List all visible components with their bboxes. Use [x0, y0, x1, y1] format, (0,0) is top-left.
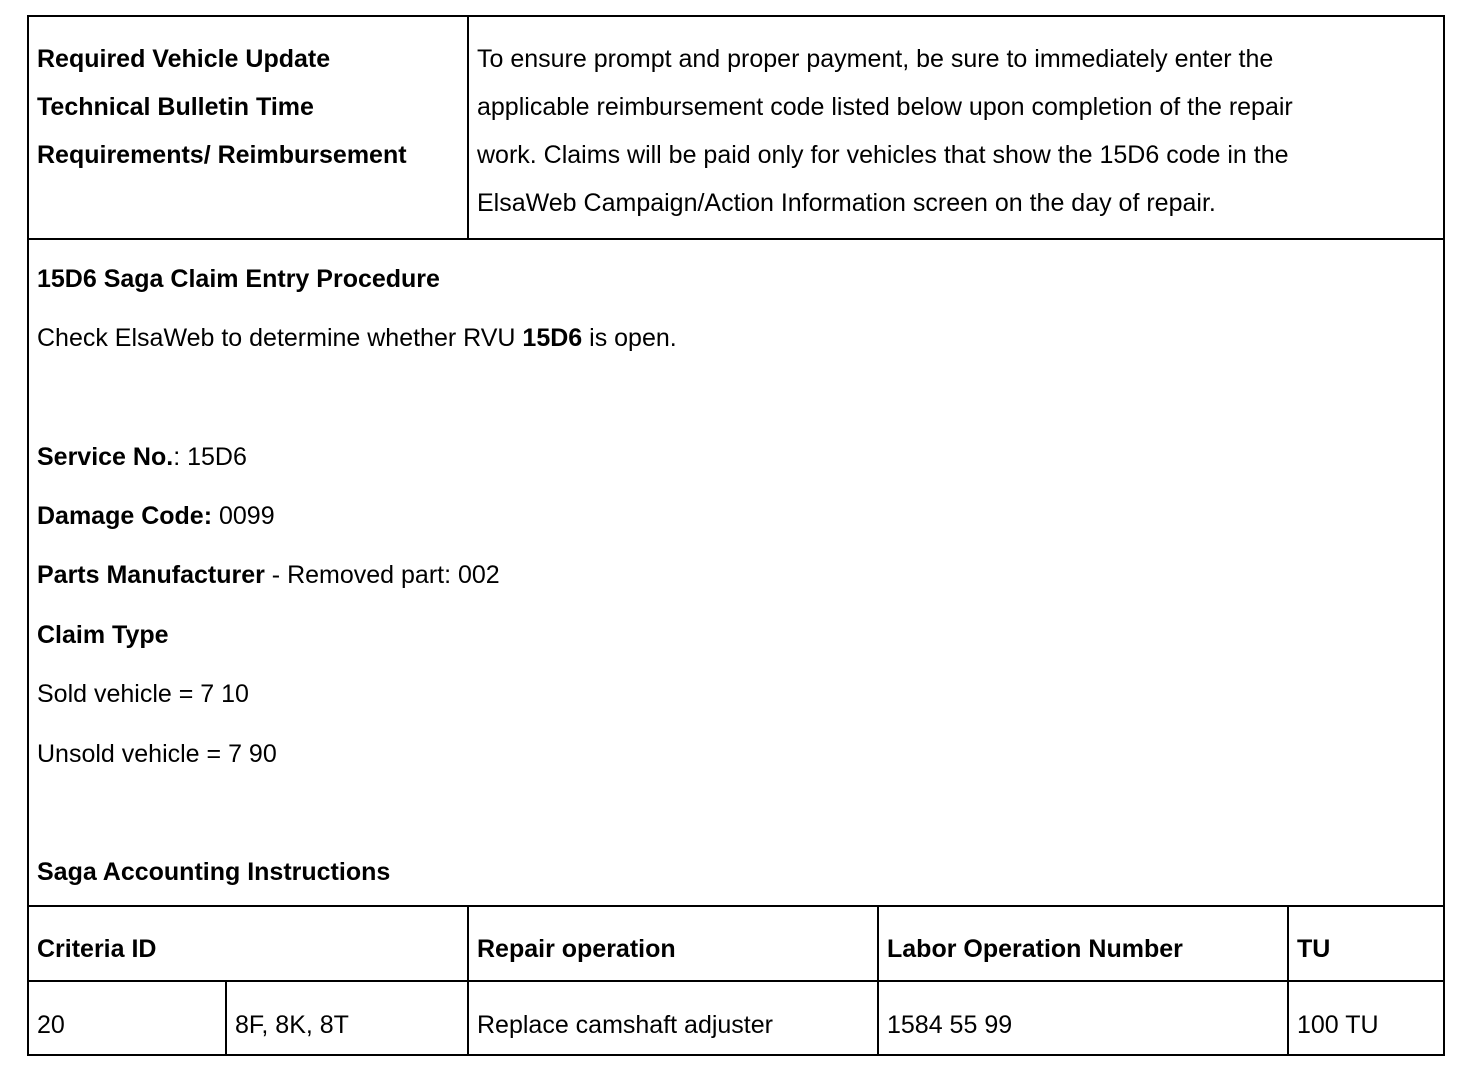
- sold-vehicle-code: Sold vehicle = 7 10: [37, 680, 249, 708]
- accounting-title: Saga Accounting Instructions: [37, 858, 391, 886]
- table-row-divider: [29, 980, 1443, 982]
- column-divider: [877, 907, 879, 1056]
- header-criteria-id: Criteria ID: [37, 935, 157, 963]
- damage-code: [37, 502, 275, 531]
- damage-value: 0099: [212, 502, 275, 530]
- reimbursement-section: [29, 17, 1443, 240]
- cell-labor-operation-number: 1584 55 99: [887, 1011, 1013, 1039]
- reimbursement-heading-cell: [29, 17, 469, 238]
- body-line-2: applicable reimbursement code listed below upon completion of the repair: [477, 93, 1293, 121]
- body-line-1: To ensure prompt and proper payment, be sure to immediately enter the: [477, 45, 1274, 73]
- cell-repair-operation: Replace camshaft adjuster: [477, 1011, 773, 1039]
- cell-tu: 100 TU: [1297, 1011, 1379, 1039]
- parts-label: Parts Manufacturer: [37, 561, 265, 589]
- cell-criteria-codes: 8F, 8K, 8T: [235, 1011, 349, 1039]
- check-elsaweb-text: [37, 324, 677, 353]
- column-divider: [467, 907, 469, 1056]
- heading-line-3: Requirements/ Reimbursement: [37, 141, 407, 169]
- reimbursement-body-cell: [469, 17, 1443, 238]
- column-divider: [1287, 907, 1289, 1056]
- bulletin-document: [27, 15, 1445, 1056]
- check-suffix: is open.: [582, 324, 677, 352]
- check-prefix: Check ElsaWeb to determine whether RVU: [37, 324, 523, 352]
- service-number: [37, 443, 247, 472]
- service-label: Service No.: [37, 443, 174, 471]
- parts-manufacturer: [37, 561, 500, 590]
- heading-line-1: Required Vehicle Update: [37, 45, 331, 73]
- damage-label: Damage Code:: [37, 502, 213, 530]
- parts-value: - Removed part: 002: [264, 561, 500, 589]
- cell-criteria-id: 20: [37, 1011, 65, 1039]
- body-line-4: ElsaWeb Campaign/Action Information screen on the day of repair.: [477, 189, 1216, 217]
- column-divider: [225, 980, 227, 1056]
- header-tu: TU: [1297, 935, 1331, 963]
- procedure-title: 15D6 Saga Claim Entry Procedure: [37, 265, 440, 293]
- service-value: : 15D6: [173, 443, 247, 471]
- header-repair-operation: Repair operation: [477, 935, 676, 963]
- heading-line-2: Technical Bulletin Time: [37, 93, 314, 121]
- accounting-table: [29, 905, 1443, 1056]
- check-code: 15D6: [522, 324, 583, 352]
- header-labor-operation-number: Labor Operation Number: [887, 935, 1183, 963]
- claim-type-label: Claim Type: [37, 621, 169, 649]
- unsold-vehicle-code: Unsold vehicle = 7 90: [37, 740, 277, 768]
- body-line-3: work. Claims will be paid only for vehicles that show the 15D6 code in the: [477, 141, 1289, 169]
